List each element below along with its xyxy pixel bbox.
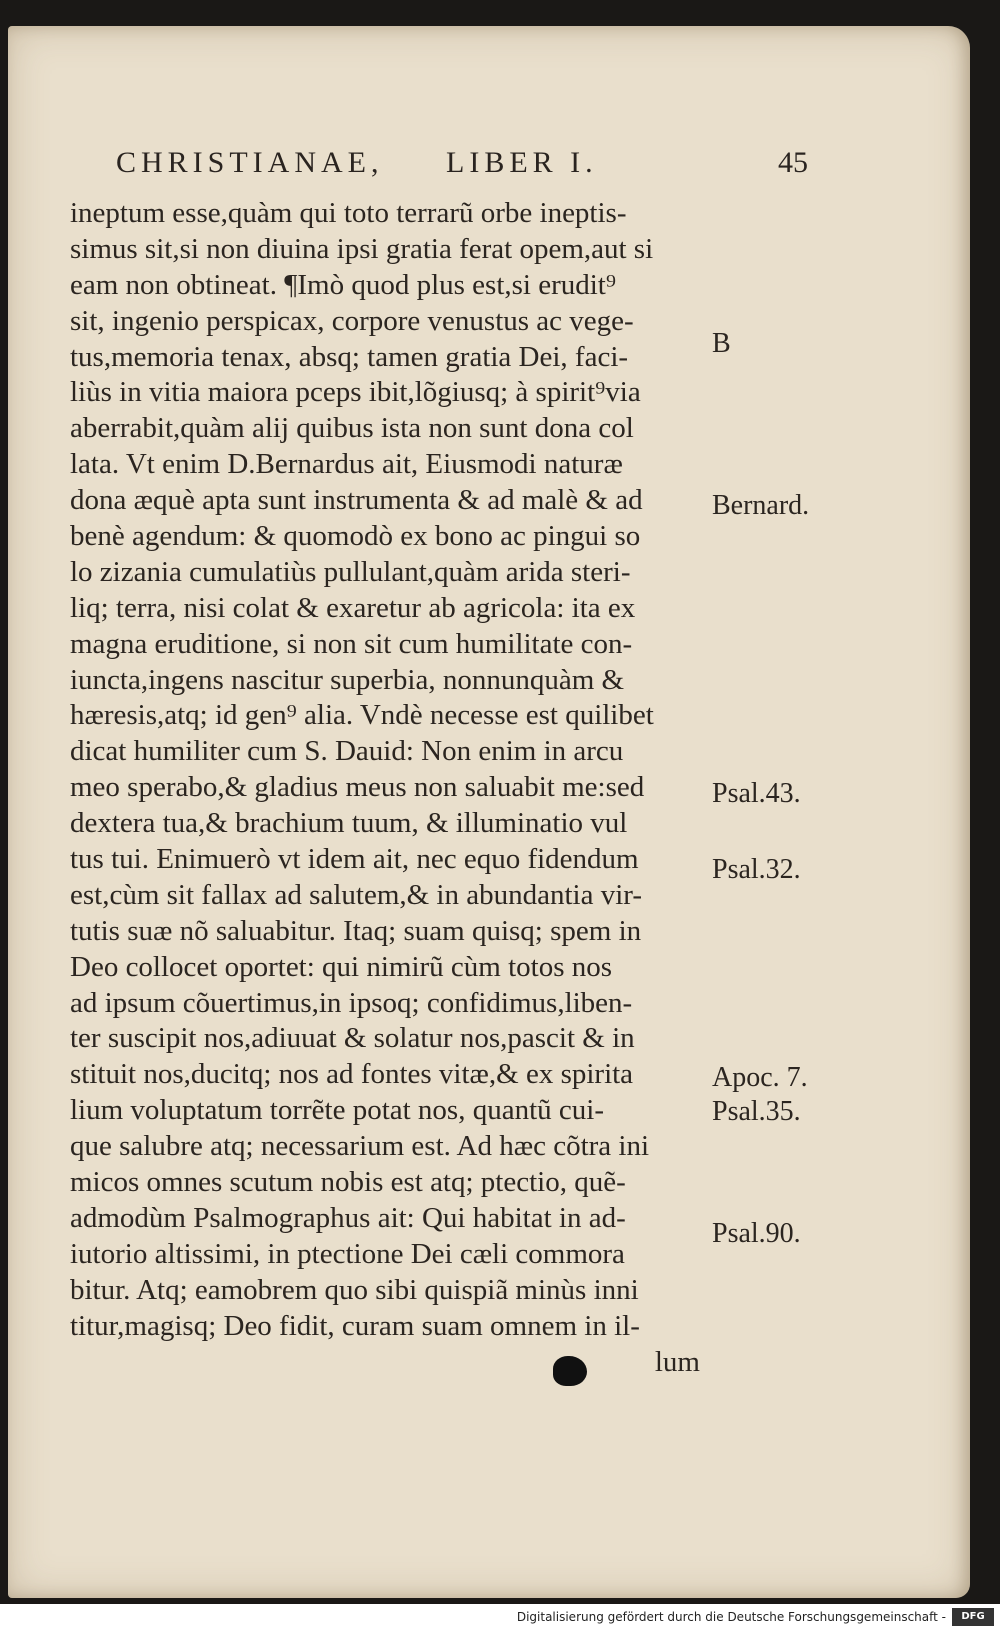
text-line: ad ipsum cõuertimus,in ipsoq; confidimus,liben- (70, 986, 633, 1019)
text-line: que salubre atq; necessarium est. Ad hæc cõtra ini (70, 1130, 650, 1163)
text-line: stituit nos,ducitq; nos ad fontes vitæ,& ex spirita (70, 1058, 634, 1091)
text-line: dextera tua,& brachium tuum, & illuminatio vul (70, 807, 628, 840)
text-line: tus tui. Enimuerò vt idem ait, nec equo fidendum (70, 843, 639, 876)
text-line: ineptum esse,quàm qui toto terrarũ orbe ineptis- (70, 197, 627, 229)
dfg-logo-icon: DFG (952, 1608, 994, 1626)
text-line: ter suscipit nos,adiuuat & solatur nos,pascit & in (70, 1022, 635, 1055)
text-line: bitur. Atq; eamobrem quo sibi quispiã minùs inni (70, 1273, 639, 1306)
ink-blot (553, 1356, 587, 1386)
marginal-note: B (712, 328, 731, 359)
text-line: micos omnes scutum nobis est atq; ptectio, quẽ- (70, 1166, 626, 1199)
text-line: admodùm Psalmographus ait: Qui habitat in ad- (70, 1201, 626, 1234)
text-line: lata. Vt enim D.Bernardus ait, Eiusmodi naturæ (70, 448, 623, 481)
text-line: meo sperabo,& gladius meus non saluabit me:sed (70, 771, 645, 804)
marginal-note: Apoc. 7. (712, 1062, 808, 1093)
marginal-note: Psal.35. (712, 1096, 801, 1127)
body-text (70, 196, 730, 1380)
page-number: 45 (778, 146, 808, 179)
marginal-note: Psal.32. (712, 854, 801, 885)
text-line: dona æquè apta sunt instrumenta & ad malè & ad (70, 484, 643, 517)
text-line: Deo collocet oportet: qui nimirũ cùm totos nos (70, 950, 613, 983)
text-line: eam non obtineat. ¶Imò quod plus est,si erudit⁹ (70, 268, 616, 301)
text-line: dicat humiliter cum S. Dauid: Non enim in arcu (70, 735, 624, 768)
footer-credit: Digitalisierung gefördert durch die Deutsche Forschungsgemeinschaft - (516, 1610, 946, 1624)
header-title: CHRISTIANAE, (116, 146, 384, 179)
text-line: est,cùm sit fallax ad salutem,& in abundantia vir- (70, 878, 643, 911)
marginal-note: Psal.90. (712, 1218, 801, 1249)
text-line: iuncta,ingens nascitur superbia, nonnunquàm & (70, 663, 625, 696)
text-line: iutorio altissimi, in ptectione Dei cæli commora (70, 1237, 625, 1270)
catchword: lum (654, 1345, 700, 1378)
text-line: hæresis,atq; id gen⁹ alia. Vndè necesse est quilibet (70, 699, 654, 732)
running-header (116, 146, 806, 188)
text-line: aberrabit,quàm alij quibus ista non sunt dona col (70, 412, 634, 445)
text-line: tutis suæ nõ saluabitur. Itaq; suam quisq; spem in (70, 914, 642, 947)
text-line: sit, ingenio perspicax, corpore venustus ac vege- (70, 304, 634, 337)
text-line: liùs in vitia maiora pceps ibit,lõgiusq; à spirit⁹via (70, 376, 641, 409)
text-line: lium voluptatum torrẽte potat nos, quantũ cui- (70, 1094, 604, 1127)
marginal-note: Bernard. (712, 490, 810, 521)
header-book: LIBER I. (446, 146, 598, 179)
text-line: benè agendum: & quomodò ex bono ac pingui so (70, 520, 641, 553)
text-line: simus sit,si non diuina ipsi gratia ferat opem,aut si (70, 232, 654, 265)
text-line: lo zizania cumulatiùs pullulant,quàm arida steri- (70, 555, 631, 588)
text-line: titur,magisq; Deo fidit, curam suam omnem in il- (70, 1309, 640, 1342)
text-line: tus,memoria tenax, absq; tamen gratia Dei, faci- (70, 340, 629, 373)
digitization-footer (0, 1604, 1000, 1632)
marginal-note: Psal.43. (712, 778, 801, 809)
text-line: magna eruditione, si non sit cum humilitate con- (70, 627, 633, 660)
text-line: liq; terra, nisi colat & exaretur ab agricola: ita ex (70, 591, 636, 624)
book-page (8, 26, 970, 1598)
